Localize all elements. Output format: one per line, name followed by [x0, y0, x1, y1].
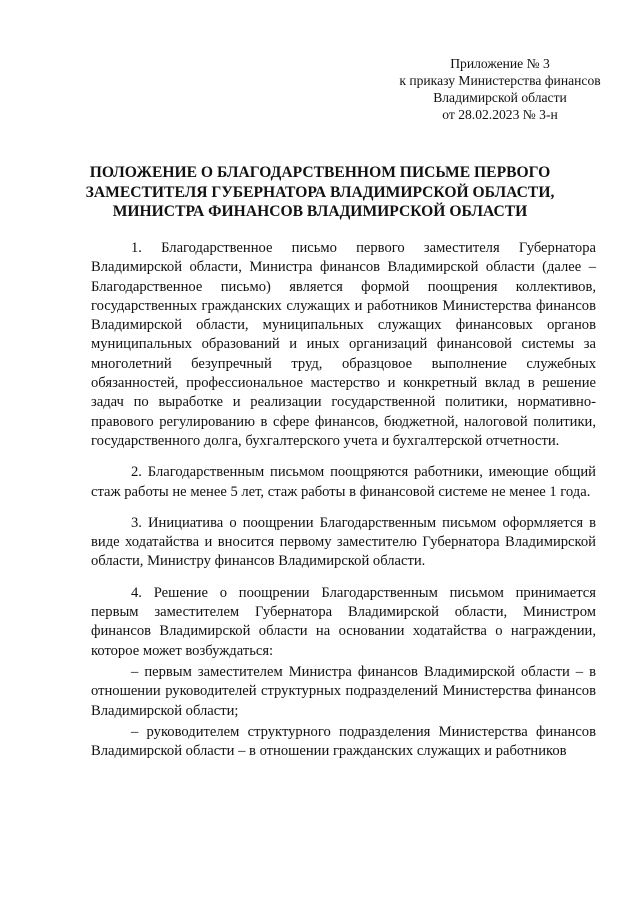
paragraph-4: 4. Решение о поощрении Благодарственным письмом принимается первым заместителем Губернатора Владимирской области, Министром финансов Владимирской области на основании ходатайства о награждении, которое может возбуждаться:	[91, 584, 596, 659]
appendix-order-reference: к приказу Министерства финансов	[399, 73, 601, 88]
document-body	[91, 239, 596, 761]
list-item-2: – руководителем структурного подразделения Министерства финансов Владимирской области – в отношении гражданских служащих и работников	[91, 723, 596, 760]
appendix-number: Приложение № 3	[450, 56, 550, 71]
appendix-order-date: от 28.02.2023 № 3-н	[442, 107, 558, 122]
paragraph-2: 2. Благодарственным письмом поощряются работники, имеющие общий стаж работы не менее 5 лет, стаж работы в финансовой системе не менее 1 года.	[91, 464, 596, 500]
title-line-3: МИНИСТРА ФИНАНСОВ ВЛАДИМИРСКОЙ ОБЛАСТИ	[112, 203, 528, 220]
appendix-region: Владимирской области	[433, 90, 567, 105]
document-title	[80, 163, 560, 222]
paragraph-1: 1. Благодарственное письмо первого заместителя Губернатора Владимирской области, Министра финансов Владимирской области (далее – Благодарственное письмо) является формой поощрения коллективов, государственных гражданских служащих и работников Министерства финансов Владимирской области, муниципальных служащих финансовых органов муниципальных образований и иных организаций финансовой системы за многолетний безупречный труд, образцовое выполнение служебных обязанностей, профессиональное мастерство и конкретный вклад в решение задач по выработке и реализации государственной политики, нормативно-правового регулированию в сфере финансов, бюджетной, налоговой политики, государственного долга, бухгалтерского учета и бухгалтерской отчетности.	[91, 240, 596, 449]
title-line-1: ПОЛОЖЕНИЕ О БЛАГОДАРСТВЕННОМ ПИСЬМЕ ПЕРВОГО	[89, 164, 551, 181]
appendix-header	[360, 55, 640, 123]
paragraph-3: 3. Инициатива о поощрении Благодарственным письмом оформляется в виде ходатайства и вносится первому заместителю Губернатора Владимирской области, Министру финансов Владимирской области.	[91, 514, 596, 570]
title-line-2: ЗАМЕСТИТЕЛЯ ГУБЕРНАТОРА ВЛАДИМИРСКОЙ ОБЛАСТИ,	[85, 183, 555, 201]
list-item-1: – первым заместителем Министра финансов Владимирской области – в отношении руководителей структурных подразделений Министерства финансов Владимирской области;	[91, 663, 596, 719]
